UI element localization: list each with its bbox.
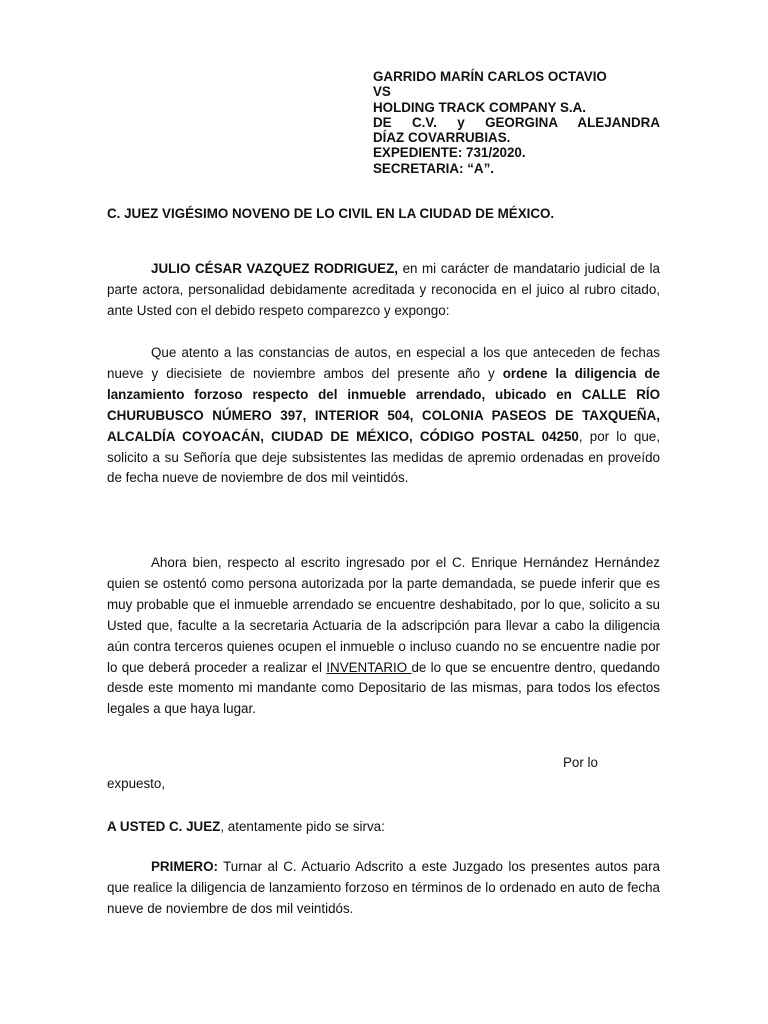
paragraph-diligencia [107, 343, 660, 489]
paragraph-diligencia-bold-address: ordene la diligencia de lanzamiento forzoso respecto del inmueble arrendado, ubicado en CALLE RÍO CHURUBUSCO NÚMERO 397, INTERIOR 504, COLONIA PASEOS DE TAXQUEÑA, ALCALDÍA COYOACÁN, CIUDAD DE MÉXICO, CÓDIGO POSTAL 04250 [107, 365, 660, 444]
caption-case-number: EXPEDIENTE: 731/2020. [373, 145, 526, 161]
inventario-underlined: INVENTARIO [326, 659, 412, 675]
request-text: , atentamente pido se sirva: [220, 819, 385, 834]
request-line [107, 817, 385, 838]
closing-por-lo: Por lo [563, 755, 598, 770]
intro-text: en mi carácter de mandatario judicial de la parte actora, personalidad debidamente acreditada y reconocida en el juico al rubro citado, ante Usted con el debido respeto comparezco y expongo: [107, 261, 660, 318]
caption-defendant-line1: HOLDING TRACK COMPANY S.A. [373, 99, 587, 115]
primero-label: PRIMERO: [151, 859, 218, 874]
petitioner-name: JULIO CÉSAR VAZQUEZ RODRIGUEZ, [151, 261, 399, 276]
paragraph-inventario-text-2: de lo que se encuentre dentro, quedando desde este momento mi mandante como Depositario de las mismas, para todos los efectos legales a que haya lugar. [107, 659, 660, 717]
caption-defendant-line3: DÍAZ COVARRUBIAS. [373, 130, 511, 146]
caption-secretaria: SECRETARIA: “A”. [373, 160, 495, 176]
caption-versus: VS [373, 84, 391, 100]
closing-expuesto: expuesto, [107, 776, 166, 791]
paragraph-inventario-text-1: Ahora bien, respecto al escrito ingresado por el C. Enrique Hernández Hernández quien se ostentó como persona autorizada por la parte demandada, se puede inferir que es muy probable que el inmueble arrendado se encuentre deshabitado, por lo que, solicito a su Usted que, faculte a la secretaria Actuaria de la adscripción para llevar a cabo la diligencia aún contra terceros quienes ocupen el inmueble o incluso cuando no se encuentre nadie por lo que deberá proceder a realizar el [107, 555, 660, 675]
case-caption [373, 69, 660, 176]
paragraph-diligencia-text-2: , por lo que, solicito a su Señoría que deje subsistentes las medidas de apremio ordenadas en proveído de fecha nueve de noviembre de dos mil veintidós. [107, 428, 660, 486]
paragraph-inventario [107, 553, 660, 720]
request-addressee: A USTED C. JUEZ [107, 819, 221, 834]
caption-defendant-line2: DE C.V. y GEORGINA ALEJANDRA [373, 114, 660, 130]
primero-text: Turnar al C. Actuario Adscrito a este Juzgado los presentes autos para que realice la diligencia de lanzamiento forzoso en términos de lo ordenado en auto de fecha nueve de noviembre de dos mil veintidós. [107, 859, 660, 916]
caption-plaintiff: GARRIDO MARÍN CARLOS OCTAVIO [373, 69, 607, 84]
intro-paragraph [107, 259, 660, 322]
paragraph-diligencia-text-1: Que atento a las constancias de autos, en especial a los que anteceden de fechas nueve y diecisiete de noviembre ambos del presente año y [107, 345, 660, 381]
primero-paragraph [107, 857, 660, 920]
addressee-heading: C. JUEZ VIGÉSIMO NOVENO DE LO CIVIL EN LA CIUDAD DE MÉXICO. [107, 206, 555, 221]
